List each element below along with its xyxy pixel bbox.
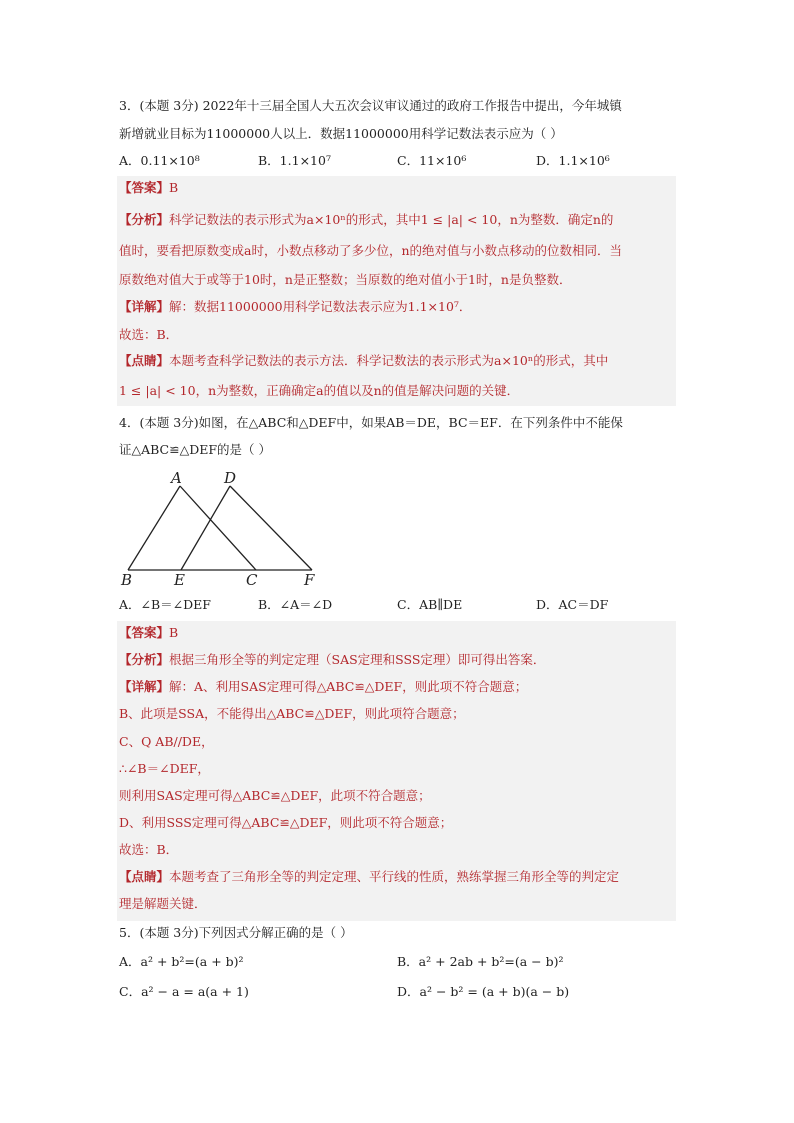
q5-option-c: C．a² − a = a(a + 1) <box>119 984 249 999</box>
q3-option-b: B．1.1×10⁷ <box>258 153 331 168</box>
q3-choose-line: 故选：B． <box>119 327 179 342</box>
label-d: D <box>224 469 237 487</box>
q3-analysis-line3: 原数绝对值大于或等于10时，n是正整数；当原数的绝对值小于1时，n是负整数． <box>119 272 572 287</box>
q5-stem: 5．(本题 3分)下列因式分解正确的是（ ） <box>119 925 353 940</box>
q4-detail-line1 <box>119 677 527 697</box>
q3-comment-line2: 1 ≤ |a| < 10，n为整数，正确确定a的值以及n的值是解决问题的关键． <box>119 383 520 398</box>
q3-option-a: A．0.11×10⁸ <box>119 153 200 168</box>
segment-ab <box>128 486 180 570</box>
q4-detail-line2: B、此项是SSA，不能得出△ABC≌△DEF，则此项符合题意； <box>119 706 465 721</box>
q3-analysis-line1 <box>119 210 613 230</box>
q3-comment-line1 <box>119 351 608 371</box>
q4-option-a: A．∠B＝∠DEF <box>119 597 211 612</box>
q4-detail-tag: 【详解】 <box>119 679 170 694</box>
q4-detail-line6: D、利用SSS定理可得△ABC≌△DEF，则此项不符合题意； <box>119 815 453 830</box>
q4-answer-tag: 【答案】 <box>119 625 170 640</box>
label-b: B <box>121 571 133 588</box>
q3-answer-line <box>119 178 178 198</box>
q3-detail-line <box>119 297 471 317</box>
q4-comment-line2: 理是解题关键． <box>119 896 207 911</box>
q3-detail-tag: 【详解】 <box>119 299 170 314</box>
q4-comment-text1: 本题考查了三角形全等的判定定理、平行线的性质，熟练掌握三角形全等的判定定 <box>169 869 620 884</box>
q5-option-d: D．a² − b² = (a + b)(a − b) <box>397 984 570 999</box>
q3-answer-value: B <box>169 180 179 195</box>
q4-comment-tag: 【点睛】 <box>119 869 170 884</box>
q4-detail-line4: ∴∠B＝∠DEF， <box>119 761 210 776</box>
q3-stem-line2: 新增就业目标为11000000人以上．数据11000000用科学记数法表示应为（ ） <box>119 126 563 141</box>
q3-answer-tag: 【答案】 <box>119 180 170 195</box>
q4-analysis-tag: 【分析】 <box>119 652 170 667</box>
q3-comment-tag: 【点睛】 <box>119 353 170 368</box>
q4-detail-line3: C、Q AB//DE， <box>119 734 214 749</box>
segment-ac <box>180 486 256 570</box>
label-f: F <box>304 571 315 588</box>
q4-choose-line: 故选：B． <box>119 842 179 857</box>
q4-option-d: D．AC＝DF <box>536 597 609 612</box>
q4-stem-line1: 4．(本题 3分)如图，在△ABC和△DEF中，如果AB＝DE，BC＝EF．在下列条件中不能保 <box>119 415 623 430</box>
q5-option-b: B．a² + 2ab + b²=(a − b)² <box>397 954 564 969</box>
segment-ed <box>181 486 230 570</box>
label-e: E <box>174 571 185 588</box>
segment-df <box>230 486 312 570</box>
q4-comment-line1 <box>119 867 619 887</box>
q4-detail-line5: 则利用SAS定理可得△ABC≌△DEF，此项不符合题意； <box>119 788 431 803</box>
q3-stem-line1: 3．(本题 3分) 2022年十三届全国人大五次会议审议通过的政府工作报告中提出，今年城镇 <box>119 98 622 113</box>
q4-analysis-text: 根据三角形全等的判定定理（SAS定理和SSS定理）即可得出答案． <box>169 652 546 667</box>
label-c: C <box>246 571 258 588</box>
q3-comment-text1: 本题考查科学记数法的表示方法．科学记数法的表示形式为a×10ⁿ的形式，其中 <box>169 353 609 368</box>
q3-detail-text: 解：数据11000000用科学记数法表示应为1.1×10⁷． <box>169 299 472 314</box>
q4-answer-line <box>119 623 178 643</box>
q3-option-d: D．1.1×10⁶ <box>536 153 610 168</box>
q4-analysis-line <box>119 650 545 670</box>
q4-option-c: C．AB∥DE <box>397 597 463 612</box>
q3-option-c: C．11×10⁶ <box>397 153 467 168</box>
q4-stem-line2: 证△ABC≌△DEF的是（ ） <box>119 442 272 457</box>
q3-analysis-text1: 科学记数法的表示形式为a×10ⁿ的形式，其中1 ≤ |a| < 10，n为整数．确定n的 <box>169 212 614 227</box>
q5-option-a: A．a² + b²=(a + b)² <box>119 954 244 969</box>
q4-option-b: B．∠A＝∠D <box>258 597 333 612</box>
q4-answer-value: B <box>169 625 179 640</box>
q4-detail-text1: 解：A、利用SAS定理可得△ABC≌△DEF，则此项不符合题意； <box>169 679 528 694</box>
label-a: A <box>171 469 182 487</box>
triangle-figure <box>118 468 338 588</box>
q3-analysis-tag: 【分析】 <box>119 212 170 227</box>
q3-analysis-line2: 值时，要看把原数变成a时，小数点移动了多少位，n的绝对值与小数点移动的位数相同．当 <box>119 243 623 258</box>
